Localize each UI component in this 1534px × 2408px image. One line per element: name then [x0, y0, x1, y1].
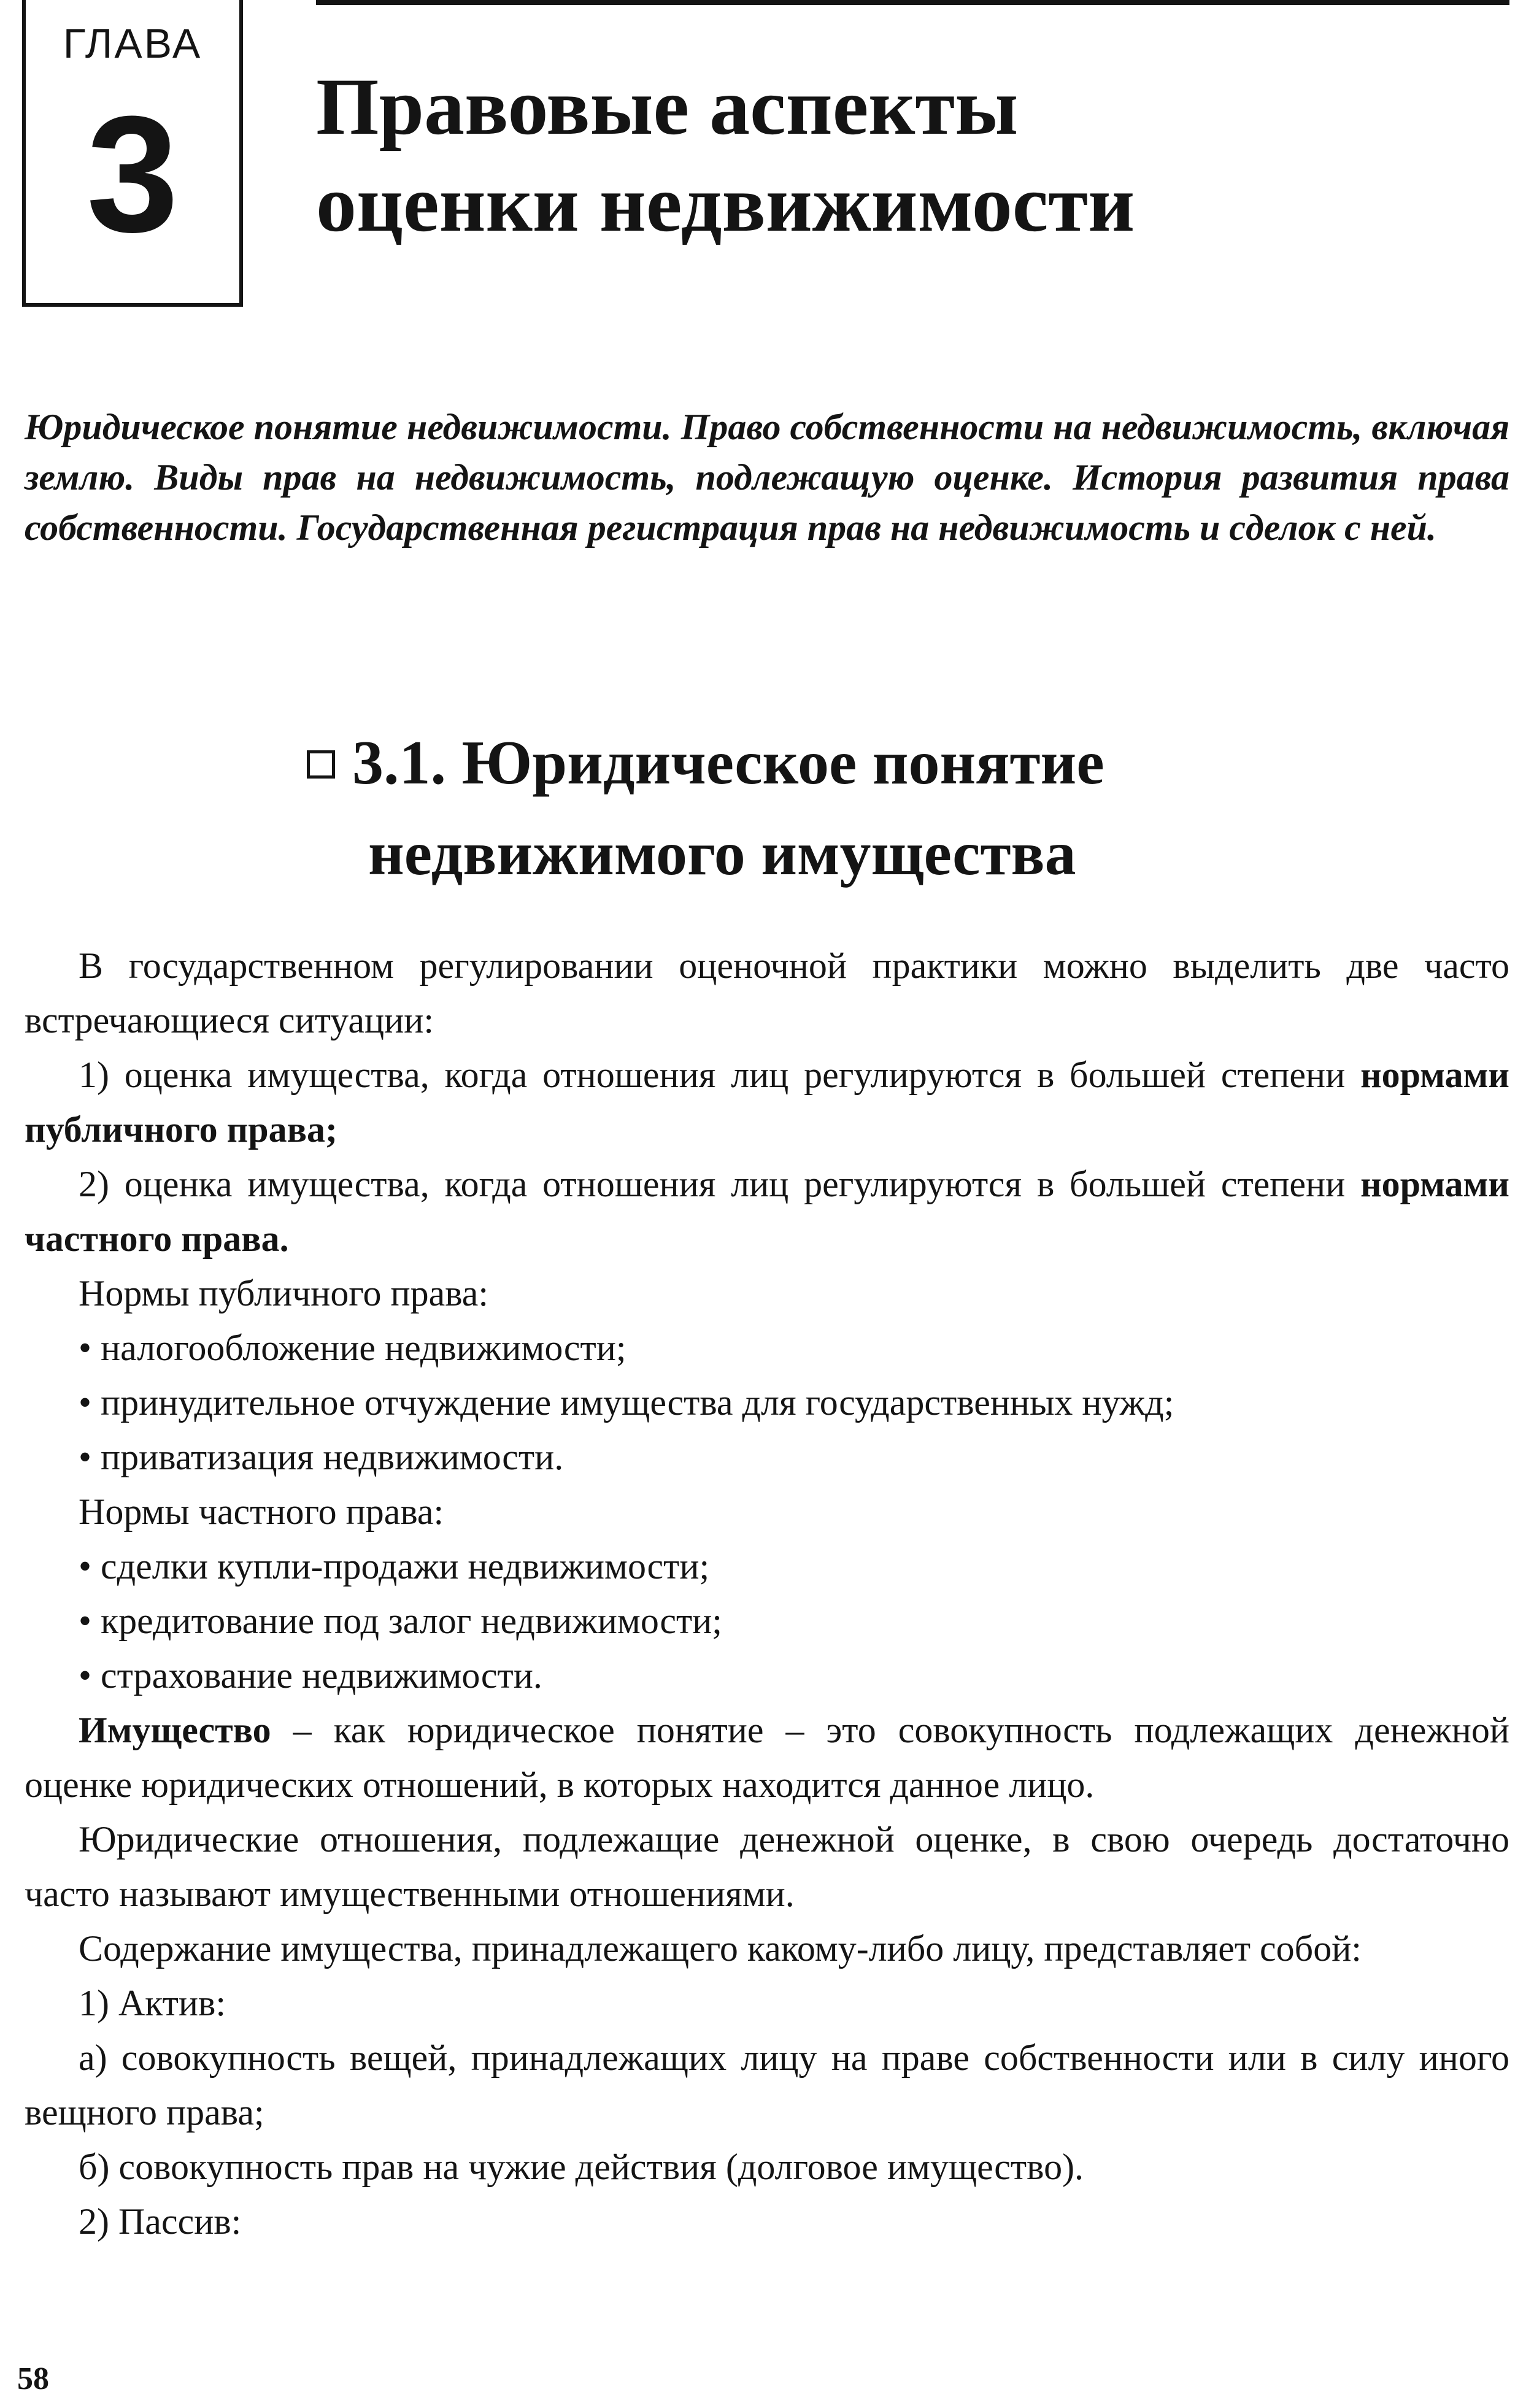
chapter-title [316, 58, 1482, 253]
public-norm-item: • налогообложение недвижимости; [79, 1328, 626, 1368]
chapter-title-line1: Правовые аспекты [316, 61, 1019, 152]
chapter-label: ГЛАВА [63, 20, 202, 67]
asset-item-a: а) совокупность вещей, принадлежащих лицу на праве собственности или в силу иного вещного права; [25, 2037, 1509, 2133]
section-number: 3.1. [352, 728, 446, 798]
item2-text: 2) оценка имущества, когда отношения лиц регулируются в большей степени [79, 1164, 1361, 1204]
square-bullet-icon [307, 750, 335, 779]
item1-text: 1) оценка имущества, когда отношения лиц регулируются в большей степени [79, 1055, 1361, 1095]
asset-item-b: б) совокупность прав на чужие действия (долговое имущество). [79, 2147, 1084, 2187]
list-item [25, 1157, 1509, 1266]
paragraph-legal-relations: Юридические отношения, подлежащие денежной оценке, в свою очередь достаточно часто называют имущественными отношениями. [25, 1819, 1509, 1914]
chapter-abstract: Юридическое понятие недвижимости. Право собственности на недвижимость, включая землю. Виды прав на недвижимость, подлежащую оценке. История развития права собственности. Государственная регистрация прав на недвижимость и сделок с ней. [25, 407, 1509, 548]
private-norm-item: • страхование недвижимости. [79, 1655, 542, 1696]
body-text [25, 939, 1509, 2249]
paragraph-property-definition [25, 1703, 1509, 1812]
liability-heading: 2) Пассив: [79, 2201, 242, 2242]
item1-bold: нормами публичного права; [25, 1055, 1509, 1150]
list-item [25, 1048, 1509, 1157]
chapter-number: 3 [86, 82, 179, 267]
section-title-line2: недвижимого имущества [368, 819, 1076, 888]
asset-heading: 1) Актив: [79, 1983, 226, 2023]
private-norms-heading: Нормы частного права: [79, 1491, 444, 1532]
page-number: 58 [17, 2361, 49, 2396]
item2-bold: нормами частного права. [25, 1164, 1509, 1259]
public-norm-item: • приватизация недвижимости. [79, 1437, 564, 1477]
property-definition: – как юридическое понятие – это совокупность подлежащих денежной оценке юридических отношений, в которых находится данное лицо. [25, 1710, 1509, 1805]
section-title-line1: Юридическое понятие [461, 728, 1104, 798]
section-heading [307, 718, 1473, 899]
public-norm-item: • принудительное отчуждение имущества для государственных нужд; [79, 1382, 1174, 1423]
private-norm-item: • кредитование под залог недвижимости; [79, 1601, 722, 1641]
public-norms-heading: Нормы публичного права: [79, 1273, 489, 1314]
paragraph-content-intro: Содержание имущества, принадлежащего какому-либо лицу, представляет собой: [79, 1928, 1362, 1969]
private-norm-item: • сделки купли-продажи недвижимости; [79, 1546, 710, 1587]
paragraph-intro: В государственном регулировании оценочной практики можно выделить две часто встречающиеся ситуации: [25, 945, 1509, 1041]
term-property: Имущество [79, 1710, 271, 1750]
chapter-title-line2: оценки недвижимости [316, 158, 1135, 249]
top-rule [316, 0, 1509, 5]
chapter-box [22, 0, 243, 307]
